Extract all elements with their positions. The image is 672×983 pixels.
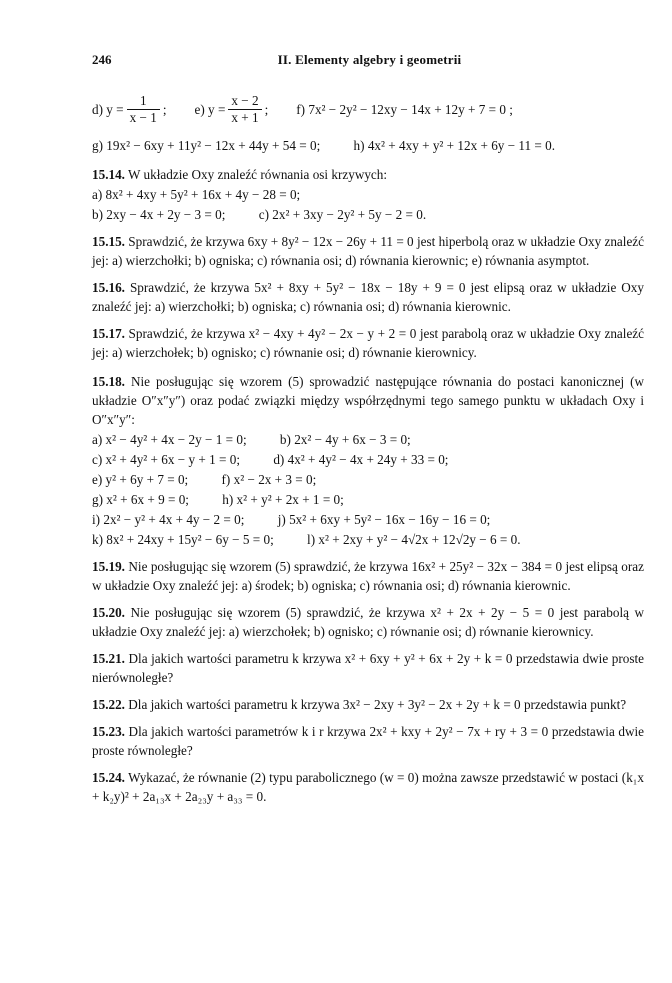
problem-15-14-bc bbox=[92, 205, 644, 224]
problem-15-14-c: c) 2x² + 3xy − 2y² + 5y − 2 = 0. bbox=[258, 207, 427, 222]
problem-text: Nie posługując się wzorem (5) sprawdzić, że krzywa x² + 2x + 2y − 5 = 0 jest parabolą w układzie Oxy znaleźć jej: a) wierzchołek; b) ognisko; c) równanie osi; d) równanie kierownicy. bbox=[92, 605, 644, 639]
problem-15-16 bbox=[92, 278, 644, 316]
problem-15-18-kl bbox=[92, 530, 644, 549]
page-number: 246 bbox=[92, 52, 112, 67]
problem-text: Dla jakich wartości parametru k krzywa 3x² − 2xy + 3y² − 2x + 2y + k = 0 przedstawia punkt? bbox=[128, 697, 627, 712]
problem-15-15 bbox=[92, 232, 644, 270]
problem-number: 15.16. bbox=[92, 280, 125, 295]
problem-text: Wykazać, że równanie (2) typu parabolicznego (w = 0) można zawsze przedstawić w postaci (k₁x + k₂y)² + 2a₁₃x + 2a₂₃y + a₃₃ = 0. bbox=[92, 770, 644, 804]
problem-number: 15.22. bbox=[92, 697, 125, 712]
problem-15-14-b: b) 2xy − 4x + 2y − 3 = 0; bbox=[92, 207, 226, 222]
problem-text: Dla jakich wartości parametrów k i r krzywa 2x² + kxy + 2y² − 7x + ry + 3 = 0 przedstawia dwie proste równoległe? bbox=[92, 724, 645, 758]
problem-15-18-d: d) 4x² + 4y² − 4x + 24y + 33 = 0; bbox=[273, 452, 449, 467]
problem-15-18-l: l) x² + 2xy + y² − 4√2x + 12√2y − 6 = 0. bbox=[307, 532, 521, 547]
problem-15-18-ef bbox=[92, 470, 644, 489]
page-header bbox=[92, 52, 647, 70]
problem-15-19 bbox=[92, 557, 644, 595]
fraction-d-numerator: 1 bbox=[139, 92, 147, 108]
problem-15-18-j: j) 5x² + 6xy + 5y² − 16x − 16y − 16 = 0; bbox=[277, 512, 491, 527]
problem-text: Sprawdzić, że krzywa 6xy + 8y² − 12x − 26y + 11 = 0 jest hiperbolą oraz w układzie Oxy znaleźć jej: a) wierzchołki; b) ogniska; c) równania osi; d) równania kierownic; e) równania asymptot. bbox=[92, 234, 645, 268]
equation-e: e) y = $\frac{x - 2}{x + 1}$ ; bbox=[194, 92, 269, 125]
equation-line-def bbox=[92, 88, 644, 130]
problem-text: Sprawdzić, że krzywa 5x² + 8xy + 5y² − 18x − 18y + 9 = 0 jest elipsą oraz w układzie Oxy znaleźć jej: a) wierzchołki; b) ogniska; c) równania osi; d) równania kierownic. bbox=[92, 280, 644, 314]
problem-15-14 bbox=[92, 165, 644, 184]
problem-15-18-ij bbox=[92, 510, 644, 529]
problem-15-18-c: c) x² + 4y² + 6x − y + 1 = 0; bbox=[92, 452, 241, 467]
problem-15-18-e: e) y² + 6y + 7 = 0; bbox=[92, 472, 189, 487]
problem-15-18-ab bbox=[92, 430, 644, 449]
problem-text: Sprawdzić, że krzywa x² − 4xy + 4y² − 2x − y + 2 = 0 jest parabolą oraz w układzie Oxy znaleźć jej: a) wierzchołek; b) ognisko; c) równanie osi; d) równanie kierownicy. bbox=[92, 326, 645, 360]
problem-number: 15.20. bbox=[92, 605, 125, 620]
problem-number: 15.24. bbox=[92, 770, 125, 785]
problem-text: W układzie Oxy znaleźć równania osi krzywych: bbox=[128, 167, 388, 182]
equation-line-gh bbox=[92, 136, 644, 155]
problem-15-18-gh bbox=[92, 490, 644, 509]
problem-15-18-i: i) 2x² − y² + 4x + 4y − 2 = 0; bbox=[92, 512, 245, 527]
equation-f: f) 7x² − 2y² − 12xy − 14x + 12y + 7 = 0 ; bbox=[296, 101, 513, 117]
running-title: II. Elementy algebry i geometrii bbox=[277, 52, 462, 67]
problem-text: Dla jakich wartości parametru k krzywa x² + 6xy + y² + 6x + 2y + k = 0 przedstawia dwie proste nierównoległe? bbox=[92, 651, 644, 685]
problem-text: Nie posługując się wzorem (5) sprawdzić, że krzywa 16x² + 25y² − 32x − 384 = 0 jest elipsą oraz w układzie Oxy znaleźć jej: a) środek; b) ogniska; c) równania osi; d) równania kierownic. bbox=[92, 559, 645, 593]
problem-15-17 bbox=[92, 324, 644, 362]
fraction-e-numerator: x − 2 bbox=[231, 92, 259, 108]
problem-15-21 bbox=[92, 649, 644, 687]
problem-number: 15.21. bbox=[92, 651, 125, 666]
problem-15-18-f: f) x² − 2x + 3 = 0; bbox=[221, 472, 317, 487]
equation-d-prefix: d) y = bbox=[92, 101, 124, 117]
problem-15-18-g: g) x² + 6x + 9 = 0; bbox=[92, 492, 189, 507]
problem-15-22 bbox=[92, 695, 644, 714]
fraction-e bbox=[228, 93, 261, 126]
equation-g: g) 19x² − 6xy + 11y² − 12x + 44y + 54 = 0; bbox=[92, 138, 321, 153]
problem-number: 15.23. bbox=[92, 724, 125, 739]
problem-15-18-b: b) 2x² − 4y + 6x − 3 = 0; bbox=[279, 432, 411, 447]
problem-number: 15.18. bbox=[92, 374, 125, 389]
problem-15-18 bbox=[92, 372, 644, 429]
equation-e-prefix: e) y = bbox=[194, 101, 226, 117]
problem-15-18-h: h) x² + y² + 2x + 1 = 0; bbox=[222, 492, 344, 507]
fraction-d bbox=[127, 93, 160, 126]
fraction-d-denominator: x − 1 bbox=[127, 109, 160, 126]
fraction-e-denominator: x + 1 bbox=[228, 109, 261, 126]
problem-text: Nie posługując się wzorem (5) sprowadzić następujące równania do postaci kanonicznej (w układzie O″x″y″) oraz podać związki między współrzędnymi tego samego punktu w układach Oxy i O″x″y″: bbox=[92, 374, 645, 427]
problem-number: 15.17. bbox=[92, 326, 125, 341]
problem-15-20 bbox=[92, 603, 644, 641]
problem-15-14-a: a) 8x² + 4xy + 5y² + 16x + 4y − 28 = 0; bbox=[92, 187, 301, 202]
problem-15-18-a: a) x² − 4y² + 4x − 2y − 1 = 0; bbox=[92, 432, 247, 447]
equation-h: h) 4x² + 4xy + y² + 12x + 6y − 11 = 0. bbox=[353, 138, 556, 153]
problem-15-24 bbox=[92, 768, 644, 806]
problem-15-18-cd bbox=[92, 450, 644, 469]
equation-d: d) y = $\frac{1}{x - 1}$ ; bbox=[92, 92, 167, 125]
problem-number: 15.15. bbox=[92, 234, 125, 249]
problem-15-18-k: k) 8x² + 24xy + 15y² − 6y − 5 = 0; bbox=[92, 532, 274, 547]
page-content bbox=[92, 88, 644, 806]
problem-number: 15.14. bbox=[92, 167, 125, 182]
problem-number: 15.19. bbox=[92, 559, 125, 574]
problem-15-23 bbox=[92, 722, 644, 760]
